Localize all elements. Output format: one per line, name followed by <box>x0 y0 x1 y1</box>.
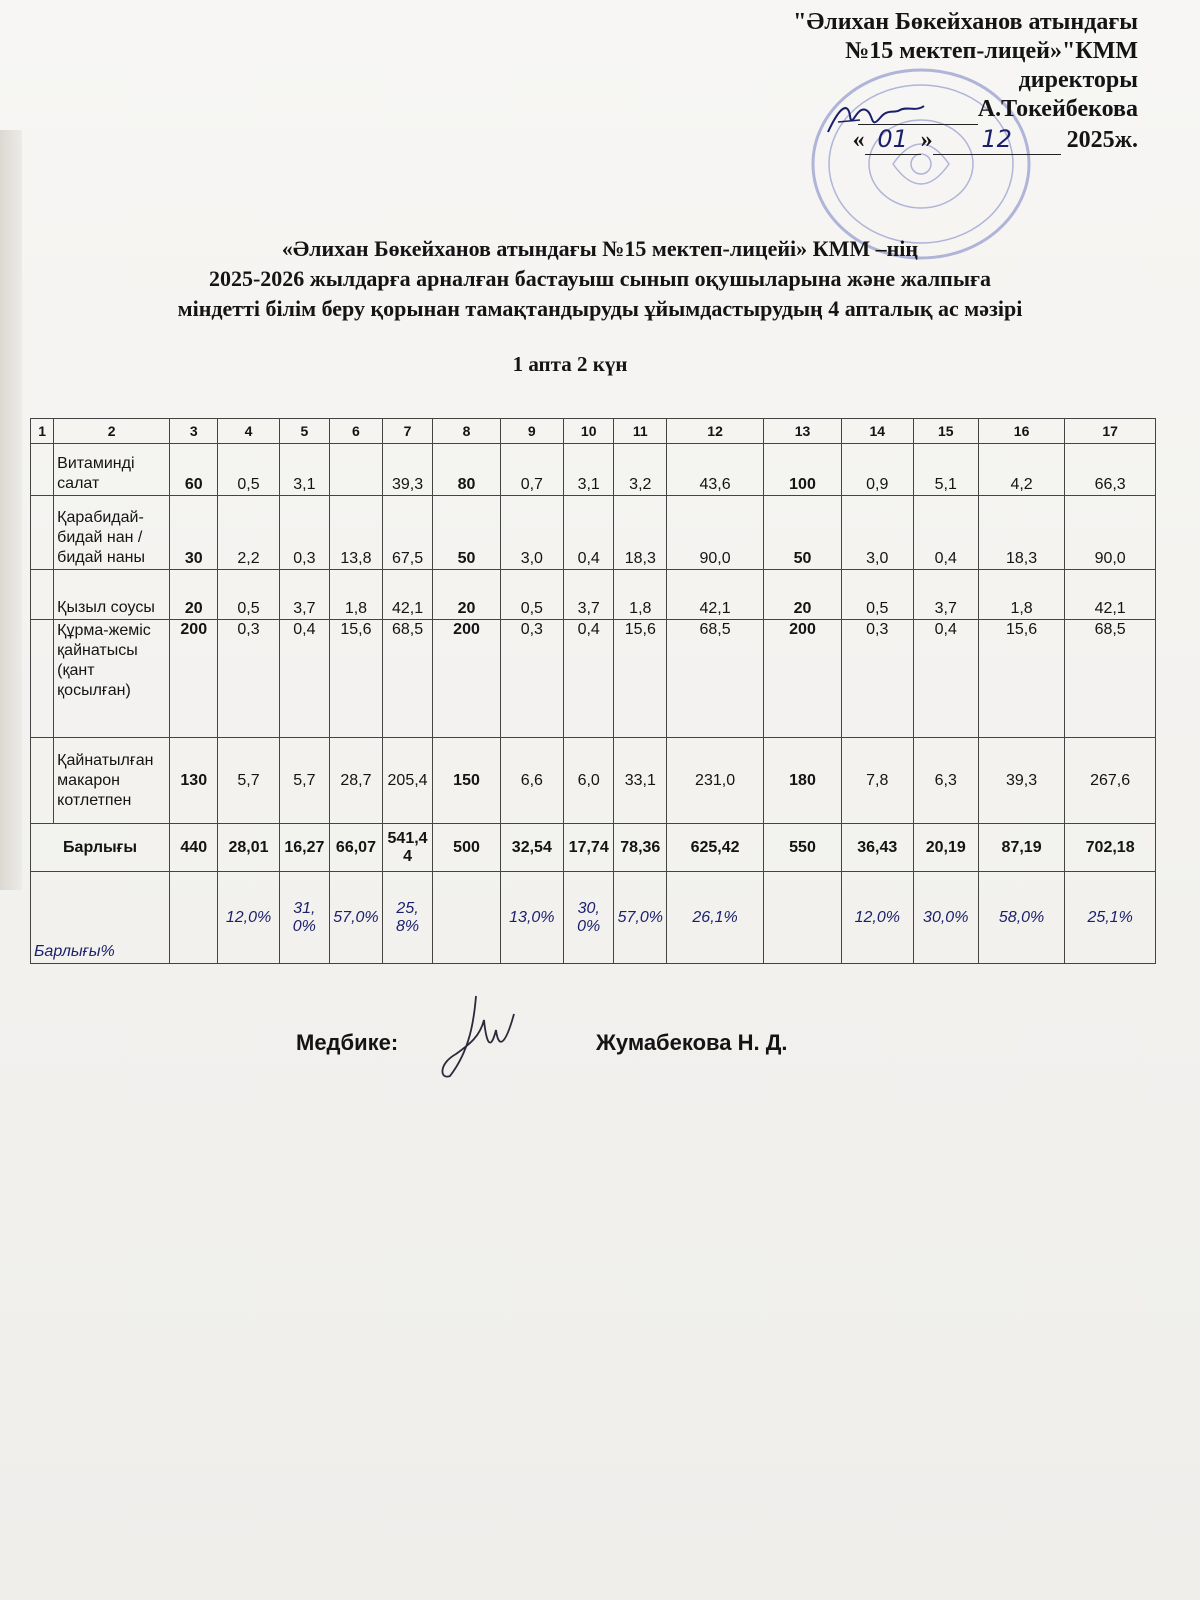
table-cell: 42,1 <box>382 570 433 620</box>
table-cell: 31,0% <box>279 872 330 964</box>
table-cell: 68,5 <box>1065 620 1156 738</box>
table-cell: 58,0% <box>978 872 1064 964</box>
table-cell: 57,0% <box>330 872 383 964</box>
table-cell: 20 <box>170 570 218 620</box>
table-cell: 25,1% <box>1065 872 1156 964</box>
table-cell: 150 <box>433 738 500 824</box>
percent-row <box>31 872 1156 964</box>
table-cell <box>170 872 218 964</box>
table-cell: 78,36 <box>614 824 667 872</box>
table-cell: 16,27 <box>279 824 330 872</box>
col-header: 2 <box>54 419 170 444</box>
director-position: директоры <box>1018 67 1138 93</box>
table-cell: 20 <box>433 570 500 620</box>
table-cell: 0,4 <box>913 496 978 570</box>
week-day-subtitle: 1 апта 2 күн <box>512 352 628 376</box>
table-cell: 20,19 <box>913 824 978 872</box>
table-cell: 3,1 <box>563 444 614 496</box>
table-cell: 39,3 <box>978 738 1064 824</box>
table-cell: 30,0% <box>563 872 614 964</box>
table-cell: 15,6 <box>614 620 667 738</box>
nurse-signature <box>430 990 530 1086</box>
nurse-signature-block <box>296 1030 996 1090</box>
table-cell: 625,42 <box>667 824 764 872</box>
table-cell: 130 <box>170 738 218 824</box>
table-cell: 5,1 <box>913 444 978 496</box>
table-cell: 3,1 <box>279 444 330 496</box>
table-cell: 0,4 <box>279 620 330 738</box>
table-cell: 4,2 <box>978 444 1064 496</box>
table-cell: 13,0% <box>500 872 563 964</box>
table-cell <box>330 444 383 496</box>
director-name: А.Токейбекова <box>977 96 1138 122</box>
table-cell: 267,6 <box>1065 738 1156 824</box>
table-cell: 231,0 <box>667 738 764 824</box>
table-cell: 2,2 <box>218 496 279 570</box>
table-cell: 0,5 <box>218 444 279 496</box>
col-header: 3 <box>170 419 218 444</box>
table-cell: 68,5 <box>667 620 764 738</box>
table-cell: 200 <box>764 620 842 738</box>
table-cell: 57,0% <box>614 872 667 964</box>
table-cell: 42,1 <box>1065 570 1156 620</box>
table-cell: 1,8 <box>978 570 1064 620</box>
table-row <box>31 620 1156 738</box>
col-header: 10 <box>563 419 614 444</box>
table-cell: 3,7 <box>913 570 978 620</box>
table-cell: 15,6 <box>330 620 383 738</box>
table-cell: 50 <box>433 496 500 570</box>
table-cell: 3,0 <box>841 496 913 570</box>
table-cell: 66,07 <box>330 824 383 872</box>
table-cell: 43,6 <box>667 444 764 496</box>
table-cell: 0,4 <box>563 496 614 570</box>
table-cell: 0,7 <box>500 444 563 496</box>
page-fold-shadow <box>0 130 22 890</box>
table-cell: 7,8 <box>841 738 913 824</box>
table-cell: 702,18 <box>1065 824 1156 872</box>
org-name-line2: №15 мектеп-лицей»"КММ <box>845 38 1138 64</box>
table-cell: 60 <box>170 444 218 496</box>
table-cell: 6,3 <box>913 738 978 824</box>
table-cell: 0,5 <box>500 570 563 620</box>
col-header: 5 <box>279 419 330 444</box>
table-cell: 66,3 <box>1065 444 1156 496</box>
table-cell: 3,0 <box>500 496 563 570</box>
date-year: 2025ж. <box>1066 127 1138 153</box>
table-cell: 0,5 <box>841 570 913 620</box>
col-header: 17 <box>1065 419 1156 444</box>
dish-name: Қарабидай-бидай нан / бидай наны <box>54 496 170 570</box>
table-cell: 0,5 <box>218 570 279 620</box>
table-cell: 13,8 <box>330 496 383 570</box>
table-cell: 68,5 <box>382 620 433 738</box>
table-cell: 18,3 <box>978 496 1064 570</box>
table-cell: 1,8 <box>614 570 667 620</box>
table-cell: 32,54 <box>500 824 563 872</box>
table-cell: 28,7 <box>330 738 383 824</box>
document-title <box>30 234 1170 324</box>
col-header: 9 <box>500 419 563 444</box>
table-cell <box>764 872 842 964</box>
director-signature <box>820 96 930 140</box>
dish-name: Қызыл соусы <box>54 570 170 620</box>
table-cell: 67,5 <box>382 496 433 570</box>
table-cell: 18,3 <box>614 496 667 570</box>
table-cell: 42,1 <box>667 570 764 620</box>
table-cell: 36,43 <box>841 824 913 872</box>
table-cell: 541,44 <box>382 824 433 872</box>
table-cell: 0,3 <box>279 496 330 570</box>
col-header: 4 <box>218 419 279 444</box>
total-row <box>31 824 1156 872</box>
table-cell: 30 <box>170 496 218 570</box>
nurse-name: Жумабекова Н. Д. <box>596 1030 788 1055</box>
table-cell: 80 <box>433 444 500 496</box>
table-cell: 87,19 <box>978 824 1064 872</box>
table-cell: 5,7 <box>279 738 330 824</box>
dish-name: Витаминді салат <box>54 444 170 496</box>
table-cell: 3,2 <box>614 444 667 496</box>
table-cell: 6,6 <box>500 738 563 824</box>
table-cell: 50 <box>764 496 842 570</box>
table-cell: 20 <box>764 570 842 620</box>
table-cell: 5,7 <box>218 738 279 824</box>
table-cell: 200 <box>170 620 218 738</box>
table-row <box>31 570 1156 620</box>
menu-table <box>30 418 1156 964</box>
total-label: Барлығы <box>31 824 170 872</box>
col-header: 6 <box>330 419 383 444</box>
table-cell: 12,0% <box>218 872 279 964</box>
table-cell: 0,3 <box>218 620 279 738</box>
approval-date: « 01 » 12 2025ж. <box>852 125 1138 153</box>
table-cell: 90,0 <box>1065 496 1156 570</box>
col-header: 15 <box>913 419 978 444</box>
title-line2: 2025-2026 жылдарға арналған бастауыш сынып оқушыларына және жалпыға <box>208 266 992 291</box>
table-cell: 500 <box>433 824 500 872</box>
table-cell: 100 <box>764 444 842 496</box>
table-cell: 0,4 <box>913 620 978 738</box>
table-cell: 12,0% <box>841 872 913 964</box>
col-header: 7 <box>382 419 433 444</box>
table-cell: 3,7 <box>563 570 614 620</box>
table-cell: 6,0 <box>563 738 614 824</box>
table-cell: 28,01 <box>218 824 279 872</box>
table-cell: 15,6 <box>978 620 1064 738</box>
col-header: 11 <box>614 419 667 444</box>
table-cell: 39,3 <box>382 444 433 496</box>
table-cell: 440 <box>170 824 218 872</box>
table-cell <box>433 872 500 964</box>
title-line1: «Әлихан Бөкейханов атындағы №15 мектеп-лицейі» КММ –нің <box>281 236 919 261</box>
col-header: 1 <box>31 419 54 444</box>
date-month: 12 <box>933 125 1061 155</box>
org-name-line1: "Әлихан Бөкейханов атындағы <box>793 9 1138 35</box>
table-cell: 0,4 <box>563 620 614 738</box>
percent-label: Барлығы% <box>31 872 170 964</box>
table-cell: 205,4 <box>382 738 433 824</box>
table-row <box>31 738 1156 824</box>
table-cell: 26,1% <box>667 872 764 964</box>
nurse-label: Медбике: <box>296 1030 399 1055</box>
table-cell: 3,7 <box>279 570 330 620</box>
col-header: 12 <box>667 419 764 444</box>
table-cell: 0,3 <box>841 620 913 738</box>
table-cell: 0,3 <box>500 620 563 738</box>
table-cell: 550 <box>764 824 842 872</box>
table-cell: 1,8 <box>330 570 383 620</box>
table-cell: 180 <box>764 738 842 824</box>
table-cell: 0,9 <box>841 444 913 496</box>
table-cell: 33,1 <box>614 738 667 824</box>
table-cell: 30,0% <box>913 872 978 964</box>
table-cell: 90,0 <box>667 496 764 570</box>
title-line3: міндетті білім беру қорынан тамақтандыруды ұйымдастырудың 4 апталық ас мәзірі <box>177 296 1023 321</box>
date-day: 01 <box>865 125 921 155</box>
table-row <box>31 444 1156 496</box>
table-cell: 200 <box>433 620 500 738</box>
col-header: 8 <box>433 419 500 444</box>
col-header: 14 <box>841 419 913 444</box>
column-number-row <box>31 419 1156 444</box>
table-cell: 25,8% <box>382 872 433 964</box>
dish-name: Қайнатылған макарон котлетпен <box>54 738 170 824</box>
table-cell: 17,74 <box>563 824 614 872</box>
table-row <box>31 496 1156 570</box>
col-header: 13 <box>764 419 842 444</box>
dish-name: Құрма-жеміс қайнатысы (қант қосылған) <box>54 620 170 738</box>
col-header: 16 <box>978 419 1064 444</box>
